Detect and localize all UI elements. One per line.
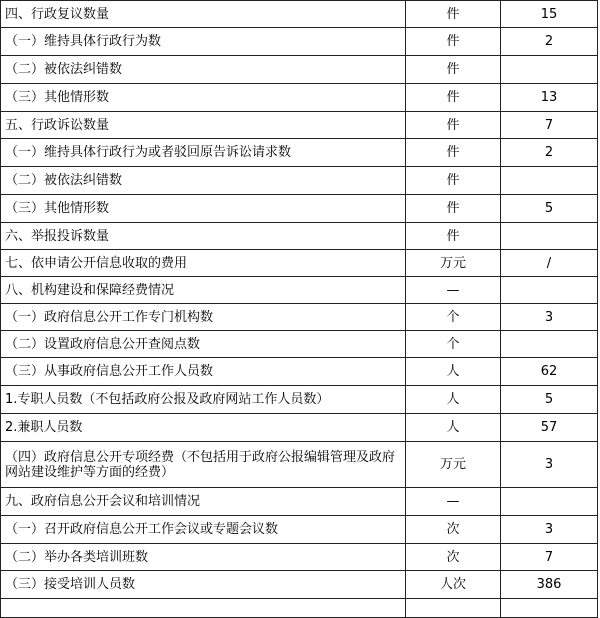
value-cell: 15 xyxy=(501,1,598,28)
item-cell: （一）维持具体行政行为数 xyxy=(1,28,406,56)
item-cell: 九、政府信息公开会议和培训情况 xyxy=(1,488,406,516)
table-row xyxy=(1,28,598,56)
table-row xyxy=(1,414,598,442)
unit-cell: 次 xyxy=(406,544,501,571)
unit-cell: 人 xyxy=(406,358,501,386)
value-cell: 3 xyxy=(501,304,598,331)
value-cell xyxy=(501,167,598,195)
value-cell xyxy=(501,331,598,358)
value-cell: 57 xyxy=(501,414,598,442)
table-row xyxy=(1,195,598,223)
table-row xyxy=(1,571,598,599)
unit-cell: 万元 xyxy=(406,442,501,488)
unit-cell: 人 xyxy=(406,414,501,442)
value-cell: 2 xyxy=(501,28,598,56)
unit-cell: 个 xyxy=(406,304,501,331)
unit-cell: 件 xyxy=(406,112,501,139)
value-cell: 3 xyxy=(501,442,598,488)
table-row xyxy=(1,488,598,516)
value-cell: 5 xyxy=(501,386,598,414)
unit-cell: 人 xyxy=(406,386,501,414)
item-cell: 四、行政复议数量 xyxy=(1,1,406,28)
item-cell: （三）其他情形数 xyxy=(1,84,406,112)
value-cell: 62 xyxy=(501,358,598,386)
table-row xyxy=(1,331,598,358)
item-cell: （二）被依法纠错数 xyxy=(1,167,406,195)
item-cell: （四）政府信息公开专项经费（不包括用于政府公报编辑管理及政府网站建设维护等方面的经费） xyxy=(1,442,406,488)
item-cell: 1.专职人员数（不包括政府公报及政府网站工作人员数） xyxy=(1,386,406,414)
item-cell: （一）维持具体行政行为或者驳回原告诉讼请求数 xyxy=(1,139,406,167)
table-row xyxy=(1,386,598,414)
item-cell: （二）设置政府信息公开查阅点数 xyxy=(1,331,406,358)
table-row xyxy=(1,599,598,618)
value-cell: 7 xyxy=(501,544,598,571)
value-cell xyxy=(501,223,598,250)
item-cell xyxy=(1,599,406,618)
item-cell: 八、机构建设和保障经费情况 xyxy=(1,277,406,304)
value-cell: / xyxy=(501,250,598,277)
unit-cell: 万元 xyxy=(406,250,501,277)
table-row xyxy=(1,112,598,139)
unit-cell: 人次 xyxy=(406,571,501,599)
item-cell: 七、依申请公开信息收取的费用 xyxy=(1,250,406,277)
unit-cell: 件 xyxy=(406,84,501,112)
table-row xyxy=(1,84,598,112)
table-row xyxy=(1,304,598,331)
table-row xyxy=(1,250,598,277)
item-cell: 六、举报投诉数量 xyxy=(1,223,406,250)
unit-cell: — xyxy=(406,277,501,304)
value-cell xyxy=(501,488,598,516)
table-row xyxy=(1,358,598,386)
item-cell: （一）召开政府信息公开工作会议或专题会议数 xyxy=(1,516,406,544)
value-cell: 386 xyxy=(501,571,598,599)
value-cell: 7 xyxy=(501,112,598,139)
value-cell: 3 xyxy=(501,516,598,544)
table-row xyxy=(1,223,598,250)
unit-cell: 件 xyxy=(406,28,501,56)
value-cell: 5 xyxy=(501,195,598,223)
table-row xyxy=(1,277,598,304)
unit-cell: 个 xyxy=(406,331,501,358)
item-cell: 2.兼职人员数 xyxy=(1,414,406,442)
item-cell: 五、行政诉讼数量 xyxy=(1,112,406,139)
item-cell: （三）接受培训人员数 xyxy=(1,571,406,599)
unit-cell: 件 xyxy=(406,167,501,195)
unit-cell: 次 xyxy=(406,516,501,544)
table-row xyxy=(1,516,598,544)
item-cell: （三）其他情形数 xyxy=(1,195,406,223)
table-row xyxy=(1,544,598,571)
value-cell: 2 xyxy=(501,139,598,167)
value-cell xyxy=(501,56,598,84)
item-cell: （一）政府信息公开工作专门机构数 xyxy=(1,304,406,331)
unit-cell: 件 xyxy=(406,1,501,28)
item-cell: （二）被依法纠错数 xyxy=(1,56,406,84)
item-cell: （二）举办各类培训班数 xyxy=(1,544,406,571)
table-row xyxy=(1,56,598,84)
unit-cell: 件 xyxy=(406,195,501,223)
unit-cell xyxy=(406,599,501,618)
unit-cell: — xyxy=(406,488,501,516)
unit-cell: 件 xyxy=(406,139,501,167)
table-row xyxy=(1,139,598,167)
item-cell: （三）从事政府信息公开工作人员数 xyxy=(1,358,406,386)
value-cell xyxy=(501,277,598,304)
table-row xyxy=(1,167,598,195)
value-cell xyxy=(501,599,598,618)
table-row xyxy=(1,1,598,28)
unit-cell: 件 xyxy=(406,223,501,250)
unit-cell: 件 xyxy=(406,56,501,84)
value-cell: 13 xyxy=(501,84,598,112)
table-row xyxy=(1,442,598,488)
